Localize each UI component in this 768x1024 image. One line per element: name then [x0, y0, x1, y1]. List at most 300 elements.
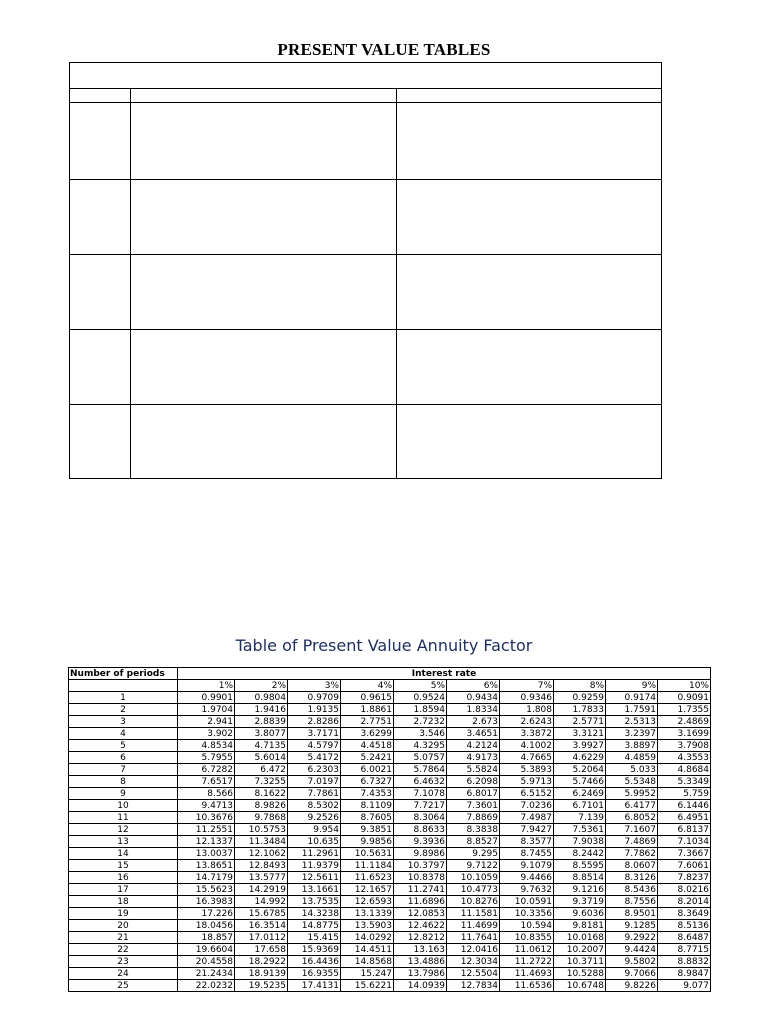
factor-cell: 6.8052 [606, 812, 658, 824]
factor-cell: 12.8493 [235, 860, 288, 872]
factor-cell: 2.673 [447, 716, 500, 728]
factor-cell: 5.4172 [288, 752, 341, 764]
factor-cell: 0.9804 [235, 692, 288, 704]
factor-cell: 3.902 [178, 728, 235, 740]
factor-cell: 8.7556 [606, 896, 658, 908]
factor-cell: 10.594 [500, 920, 554, 932]
factor-cell: 12.8212 [394, 932, 447, 944]
factor-cell: 13.5903 [341, 920, 394, 932]
table-row [69, 932, 711, 944]
factor-cell: 4.9173 [447, 752, 500, 764]
rate-header-cell: 5% [394, 680, 447, 692]
factor-cell: 0.9615 [341, 692, 394, 704]
rate-header-cell: 10% [658, 680, 711, 692]
factor-cell: 10.6748 [554, 980, 606, 992]
factor-cell: 9.7868 [235, 812, 288, 824]
factor-cell: 11.6896 [394, 896, 447, 908]
rate-header-cell: 4% [341, 680, 394, 692]
factor-cell: 12.1062 [235, 848, 288, 860]
factor-cell: 4.3553 [658, 752, 711, 764]
factor-cell: 1.7833 [554, 704, 606, 716]
factor-cell: 11.4699 [447, 920, 500, 932]
table-row [69, 836, 711, 848]
period-cell: 2 [69, 704, 178, 716]
factor-cell: 5.3893 [500, 764, 554, 776]
factor-cell: 7.4869 [606, 836, 658, 848]
factor-cell: 3.3872 [500, 728, 554, 740]
table-row [69, 872, 711, 884]
factor-cell: 8.3838 [447, 824, 500, 836]
factor-cell: 2.7751 [341, 716, 394, 728]
factor-cell: 15.247 [341, 968, 394, 980]
table-row [69, 968, 711, 980]
factor-cell: 5.9952 [606, 788, 658, 800]
grid-line [70, 102, 661, 103]
factor-cell: 7.1607 [606, 824, 658, 836]
factor-cell: 14.8775 [288, 920, 341, 932]
table-row [69, 728, 711, 740]
factor-cell: 8.9501 [606, 908, 658, 920]
factor-cell: 9.3936 [394, 836, 447, 848]
factor-cell: 5.7466 [554, 776, 606, 788]
factor-cell: 17.0112 [235, 932, 288, 944]
factor-cell: 10.0591 [500, 896, 554, 908]
rate-header-row [69, 680, 711, 692]
factor-cell: 6.7282 [178, 764, 235, 776]
factor-cell: 0.9174 [606, 692, 658, 704]
factor-cell: 7.9038 [554, 836, 606, 848]
factor-cell: 7.7862 [606, 848, 658, 860]
period-cell: 13 [69, 836, 178, 848]
empty-grid-table [69, 62, 662, 479]
factor-cell: 7.5361 [554, 824, 606, 836]
factor-cell: 10.8355 [500, 932, 554, 944]
factor-cell: 8.0607 [606, 860, 658, 872]
factor-cell: 3.9927 [554, 740, 606, 752]
factor-cell: 12.5611 [288, 872, 341, 884]
factor-cell: 12.5504 [447, 968, 500, 980]
factor-cell: 0.9091 [658, 692, 711, 704]
factor-cell: 0.9434 [447, 692, 500, 704]
factor-cell: 7.6061 [658, 860, 711, 872]
factor-cell: 5.2064 [554, 764, 606, 776]
grid-line [130, 89, 131, 478]
table-row [69, 776, 711, 788]
table-row [69, 812, 711, 824]
factor-cell: 17.658 [235, 944, 288, 956]
factor-cell: 10.3711 [554, 956, 606, 968]
factor-cell: 7.9427 [500, 824, 554, 836]
factor-cell: 5.759 [658, 788, 711, 800]
factor-cell: 11.9379 [288, 860, 341, 872]
factor-cell: 4.2124 [447, 740, 500, 752]
factor-cell: 13.4886 [394, 956, 447, 968]
factor-cell: 7.3667 [658, 848, 711, 860]
factor-cell: 10.3356 [500, 908, 554, 920]
factor-cell: 11.2741 [394, 884, 447, 896]
factor-cell: 10.5753 [235, 824, 288, 836]
factor-cell: 10.2007 [554, 944, 606, 956]
factor-cell: 11.1581 [447, 908, 500, 920]
factor-cell: 1.8594 [394, 704, 447, 716]
factor-cell: 11.2961 [288, 848, 341, 860]
factor-cell: 15.6785 [235, 908, 288, 920]
factor-cell: 6.472 [235, 764, 288, 776]
table-row [69, 752, 711, 764]
factor-cell: 5.2421 [341, 752, 394, 764]
factor-cell: 8.3126 [606, 872, 658, 884]
factor-cell: 13.1661 [288, 884, 341, 896]
factor-cell: 14.2919 [235, 884, 288, 896]
factor-cell: 4.8534 [178, 740, 235, 752]
period-cell: 14 [69, 848, 178, 860]
factor-cell: 20.4558 [178, 956, 235, 968]
factor-cell: 8.5436 [606, 884, 658, 896]
factor-cell: 15.9369 [288, 944, 341, 956]
factor-cell: 9.1079 [500, 860, 554, 872]
period-cell: 3 [69, 716, 178, 728]
factor-cell: 3.7908 [658, 740, 711, 752]
factor-cell: 3.8077 [235, 728, 288, 740]
factor-cell: 9.2526 [288, 812, 341, 824]
factor-cell: 7.1034 [658, 836, 711, 848]
factor-cell: 7.7861 [288, 788, 341, 800]
table-row [69, 908, 711, 920]
grid-line [70, 88, 661, 89]
factor-cell: 4.3295 [394, 740, 447, 752]
table-row [69, 980, 711, 992]
factor-cell: 13.7986 [394, 968, 447, 980]
factor-cell: 2.4869 [658, 716, 711, 728]
factor-cell: 2.941 [178, 716, 235, 728]
factor-cell: 9.8181 [554, 920, 606, 932]
factor-cell: 0.9259 [554, 692, 606, 704]
factor-cell: 8.8527 [447, 836, 500, 848]
factor-cell: 19.6604 [178, 944, 235, 956]
table-row [69, 716, 711, 728]
table-row [69, 704, 711, 716]
factor-cell: 0.9346 [500, 692, 554, 704]
factor-cell: 14.0292 [341, 932, 394, 944]
table-row [69, 920, 711, 932]
factor-cell: 8.7455 [500, 848, 554, 860]
factor-cell: 16.3514 [235, 920, 288, 932]
factor-cell: 5.7864 [394, 764, 447, 776]
grid-line [70, 179, 661, 180]
factor-cell: 14.992 [235, 896, 288, 908]
factor-cell: 7.0197 [288, 776, 341, 788]
factor-cell: 11.7641 [447, 932, 500, 944]
factor-cell: 12.0853 [394, 908, 447, 920]
factor-cell: 9.077 [658, 980, 711, 992]
factor-cell: 7.4353 [341, 788, 394, 800]
table-row [69, 848, 711, 860]
factor-cell: 6.4951 [658, 812, 711, 824]
factor-cell: 13.1339 [341, 908, 394, 920]
factor-cell: 10.3676 [178, 812, 235, 824]
table-row [69, 956, 711, 968]
period-cell: 19 [69, 908, 178, 920]
factor-cell: 9.295 [447, 848, 500, 860]
factor-cell: 14.8568 [341, 956, 394, 968]
period-cell: 16 [69, 872, 178, 884]
factor-cell: 3.4651 [447, 728, 500, 740]
factor-cell: 0.9709 [288, 692, 341, 704]
factor-cell: 8.2442 [554, 848, 606, 860]
factor-cell: 7.1078 [394, 788, 447, 800]
factor-cell: 11.2722 [500, 956, 554, 968]
rate-header-cell: 2% [235, 680, 288, 692]
factor-cell: 7.6517 [178, 776, 235, 788]
number-of-periods-header: Number of periods [69, 668, 178, 680]
factor-cell: 12.3034 [447, 956, 500, 968]
factor-cell: 6.0021 [341, 764, 394, 776]
period-cell: 18 [69, 896, 178, 908]
factor-cell: 22.0232 [178, 980, 235, 992]
factor-cell: 8.6487 [658, 932, 711, 944]
factor-cell: 6.7327 [341, 776, 394, 788]
factor-cell: 9.4713 [178, 800, 235, 812]
factor-cell: 0.9524 [394, 692, 447, 704]
factor-cell: 15.5623 [178, 884, 235, 896]
factor-cell: 6.2303 [288, 764, 341, 776]
factor-cell: 8.3064 [394, 812, 447, 824]
period-cell: 11 [69, 812, 178, 824]
factor-cell: 1.808 [500, 704, 554, 716]
factor-cell: 2.5313 [606, 716, 658, 728]
factor-cell: 11.6536 [500, 980, 554, 992]
factor-cell: 11.4693 [500, 968, 554, 980]
table-row [69, 944, 711, 956]
period-cell: 25 [69, 980, 178, 992]
factor-cell: 10.5288 [554, 968, 606, 980]
factor-cell: 6.4177 [606, 800, 658, 812]
factor-cell: 9.954 [288, 824, 341, 836]
period-cell: 6 [69, 752, 178, 764]
factor-cell: 6.2469 [554, 788, 606, 800]
factor-cell: 9.1216 [554, 884, 606, 896]
factor-cell: 12.1337 [178, 836, 235, 848]
factor-cell: 8.1622 [235, 788, 288, 800]
factor-cell: 8.9847 [658, 968, 711, 980]
factor-cell: 8.8633 [394, 824, 447, 836]
factor-cell: 9.8986 [394, 848, 447, 860]
period-cell: 1 [69, 692, 178, 704]
period-cell: 17 [69, 884, 178, 896]
factor-cell: 13.0037 [178, 848, 235, 860]
factor-cell: 9.7632 [500, 884, 554, 896]
factor-cell: 16.4436 [288, 956, 341, 968]
factor-cell: 2.6243 [500, 716, 554, 728]
annuity-table-subtitle: Table of Present Value Annuity Factor [235, 636, 533, 655]
factor-cell: 10.4773 [447, 884, 500, 896]
factor-cell: 5.033 [606, 764, 658, 776]
period-cell: 8 [69, 776, 178, 788]
factor-cell: 1.9416 [235, 704, 288, 716]
factor-cell: 5.5824 [447, 764, 500, 776]
factor-cell: 8.0216 [658, 884, 711, 896]
period-cell: 23 [69, 956, 178, 968]
factor-cell: 2.8286 [288, 716, 341, 728]
factor-cell: 4.1002 [500, 740, 554, 752]
factor-cell: 21.2434 [178, 968, 235, 980]
period-cell: 4 [69, 728, 178, 740]
factor-cell: 11.0612 [500, 944, 554, 956]
factor-cell: 10.0168 [554, 932, 606, 944]
factor-cell: 2.8839 [235, 716, 288, 728]
factor-cell: 10.8276 [447, 896, 500, 908]
table-row [69, 860, 711, 872]
factor-cell: 8.5136 [658, 920, 711, 932]
factor-cell: 18.9139 [235, 968, 288, 980]
factor-cell: 7.139 [554, 812, 606, 824]
factor-cell: 15.415 [288, 932, 341, 944]
factor-cell: 14.3238 [288, 908, 341, 920]
period-cell: 9 [69, 788, 178, 800]
factor-cell: 7.8869 [447, 812, 500, 824]
table-row [69, 896, 711, 908]
grid-line [70, 329, 661, 330]
factor-cell: 7.3255 [235, 776, 288, 788]
rate-header-cell: 8% [554, 680, 606, 692]
factor-cell: 18.857 [178, 932, 235, 944]
table-row [69, 692, 711, 704]
factor-cell: 6.4632 [394, 776, 447, 788]
factor-cell: 8.9826 [235, 800, 288, 812]
factor-cell: 4.8684 [658, 764, 711, 776]
factor-cell: 9.5802 [606, 956, 658, 968]
factor-cell: 6.2098 [447, 776, 500, 788]
factor-cell: 10.8378 [394, 872, 447, 884]
table-row [69, 764, 711, 776]
factor-cell: 14.0939 [394, 980, 447, 992]
factor-cell: 17.226 [178, 908, 235, 920]
factor-cell: 9.3719 [554, 896, 606, 908]
factor-cell: 11.6523 [341, 872, 394, 884]
factor-cell: 1.9704 [178, 704, 235, 716]
factor-cell: 11.2551 [178, 824, 235, 836]
factor-cell: 3.6299 [341, 728, 394, 740]
factor-cell: 0.9901 [178, 692, 235, 704]
factor-cell: 4.5797 [288, 740, 341, 752]
factor-cell: 1.8861 [341, 704, 394, 716]
factor-cell: 4.4859 [606, 752, 658, 764]
factor-cell: 9.6036 [554, 908, 606, 920]
factor-cell: 8.3649 [658, 908, 711, 920]
factor-cell: 18.0456 [178, 920, 235, 932]
factor-cell: 9.9856 [341, 836, 394, 848]
grid-line [70, 254, 661, 255]
period-cell: 12 [69, 824, 178, 836]
factor-cell: 12.6593 [341, 896, 394, 908]
factor-cell: 4.6229 [554, 752, 606, 764]
factor-cell: 8.7715 [658, 944, 711, 956]
factor-cell: 8.5595 [554, 860, 606, 872]
factor-cell: 5.3349 [658, 776, 711, 788]
table-row [69, 788, 711, 800]
factor-cell: 13.8651 [178, 860, 235, 872]
factor-cell: 14.7179 [178, 872, 235, 884]
factor-cell: 13.7535 [288, 896, 341, 908]
factor-cell: 6.8137 [658, 824, 711, 836]
factor-cell: 3.3121 [554, 728, 606, 740]
factor-cell: 18.2922 [235, 956, 288, 968]
factor-cell: 9.2922 [606, 932, 658, 944]
factor-cell: 15.6221 [341, 980, 394, 992]
annuity-factor-table [68, 667, 711, 992]
factor-cell: 9.3851 [341, 824, 394, 836]
factor-cell: 6.7101 [554, 800, 606, 812]
factor-cell: 8.2014 [658, 896, 711, 908]
factor-cell: 4.7135 [235, 740, 288, 752]
factor-cell: 5.9713 [500, 776, 554, 788]
period-cell: 20 [69, 920, 178, 932]
factor-cell: 10.1059 [447, 872, 500, 884]
factor-cell: 6.8017 [447, 788, 500, 800]
factor-cell: 7.8237 [658, 872, 711, 884]
period-cell: 22 [69, 944, 178, 956]
factor-cell: 19.5235 [235, 980, 288, 992]
factor-cell: 7.4987 [500, 812, 554, 824]
factor-cell: 8.7605 [341, 812, 394, 824]
period-cell: 7 [69, 764, 178, 776]
factor-cell: 6.1446 [658, 800, 711, 812]
factor-cell: 12.7834 [447, 980, 500, 992]
factor-cell: 8.1109 [341, 800, 394, 812]
rate-header-cell: 1% [178, 680, 235, 692]
factor-cell: 2.5771 [554, 716, 606, 728]
table-row [69, 740, 711, 752]
factor-cell: 8.8514 [554, 872, 606, 884]
factor-cell: 1.7591 [606, 704, 658, 716]
factor-cell: 9.4466 [500, 872, 554, 884]
factor-cell: 8.3577 [500, 836, 554, 848]
rate-header-cell: 9% [606, 680, 658, 692]
factor-cell: 8.8832 [658, 956, 711, 968]
grid-line [396, 89, 397, 478]
factor-cell: 8.566 [178, 788, 235, 800]
factor-cell: 9.1285 [606, 920, 658, 932]
factor-cell: 4.4518 [341, 740, 394, 752]
factor-cell: 17.4131 [288, 980, 341, 992]
factor-cell: 5.5348 [606, 776, 658, 788]
rate-header-cell: 7% [500, 680, 554, 692]
factor-cell: 5.6014 [235, 752, 288, 764]
grid-line [70, 404, 661, 405]
factor-cell: 1.9135 [288, 704, 341, 716]
factor-cell: 3.2397 [606, 728, 658, 740]
factor-cell: 9.8226 [606, 980, 658, 992]
factor-cell: 3.1699 [658, 728, 711, 740]
page-title: PRESENT VALUE TABLES [277, 40, 491, 59]
factor-cell: 9.4424 [606, 944, 658, 956]
factor-cell: 5.0757 [394, 752, 447, 764]
factor-cell: 5.7955 [178, 752, 235, 764]
factor-cell: 2.7232 [394, 716, 447, 728]
period-cell: 5 [69, 740, 178, 752]
table-row [69, 824, 711, 836]
table-row [69, 884, 711, 896]
factor-cell: 1.7355 [658, 704, 711, 716]
factor-cell: 11.1184 [341, 860, 394, 872]
factor-cell: 8.5302 [288, 800, 341, 812]
interest-rate-header: Interest rate [178, 668, 711, 680]
factor-cell: 13.5777 [235, 872, 288, 884]
factor-cell: 10.3797 [394, 860, 447, 872]
factor-cell: 7.3601 [447, 800, 500, 812]
blank-cell [69, 680, 178, 692]
factor-cell: 11.3484 [235, 836, 288, 848]
